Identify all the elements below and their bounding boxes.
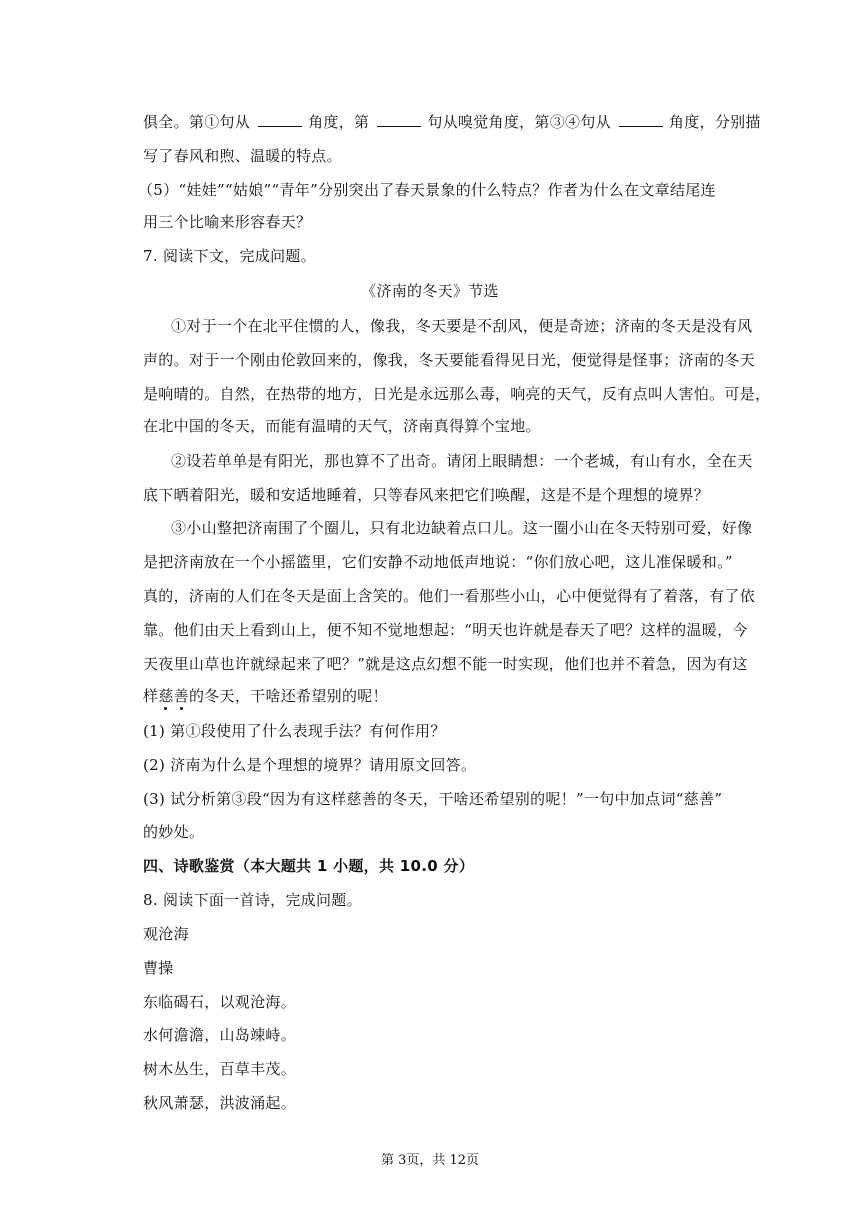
passage-title: 《济南的冬天》节选: [361, 282, 499, 300]
paragraph-1-line: 声的。对于一个刚由伦敦回来的，像我，冬天要能看得见日光，便觉得是怪事；济南的冬天: [143, 351, 756, 369]
question-5-line-2: 用三个比喻来形容春天？: [143, 213, 312, 231]
question-5-line-1: （5）“娃娃”“姑娘”“青年”分别突出了春天景象的什么特点？作者为什么在文章结尾连: [138, 181, 716, 199]
paragraph-3-line: ③小山整把济南围了个圈儿，只有北边缺着点口儿。这一圈小山在冬天特别可爱，好像: [171, 519, 753, 537]
sub-question-3-line-1: (3) 试分析第③段“因为有这样慈善的冬天，干啥还希望别的呢！”一句中加点词“慈善”: [143, 790, 723, 808]
paragraph-2-line: 底下晒着阳光，暖和安适地睡着，只等春风来把它们唤醒，这是不是个理想的境界？: [143, 486, 710, 504]
poem-title: 观沧海: [143, 925, 189, 943]
answer-blank: [258, 112, 302, 127]
continuation-line-1: [143, 112, 761, 132]
paragraph-1-line: 在北中国的冬天，而能有温晴的天气，济南真得算个宝地。: [143, 417, 541, 435]
text-segment: 俱全。第①句从: [143, 113, 251, 131]
text-segment: 样: [143, 687, 159, 705]
text-segment: 的冬天，干啥还希望别的呢！: [188, 687, 388, 705]
paragraph-1-line: 是响晴的。自然，在热带的地方，日光是永远那么毒，响亮的天气，反有点叫人害怕。可是，: [143, 385, 771, 403]
answer-blank: [377, 112, 421, 127]
answer-blank: [619, 112, 663, 127]
paragraph-3-line: 真的，济南的人们在冬天是面上含笑的。他们一看那些小山，心中便觉得有了着落，有了依: [143, 587, 756, 605]
sub-question-1: (1) 第①段使用了什么表现手法？有何作用？: [143, 722, 446, 740]
page-footer: 第 3页，共 12页: [380, 1153, 480, 1168]
poem-line: 水何澹澹，山岛竦峙。: [143, 1026, 297, 1044]
paragraph-3-line: 天夜里山草也许就绿起来了吧？”就是这点幻想不能一时实现，他们也并不着急，因为有这: [143, 655, 748, 673]
emphasis-char: 善: [173, 687, 189, 705]
text-segment: 句从嗅觉角度，第③④句从: [427, 113, 611, 131]
sub-question-2: (2) 济南为什么是个理想的境界？请用原文回答。: [143, 756, 477, 774]
emphasis-char: 慈: [158, 687, 174, 705]
continuation-line-2: 写了春风和煦、温暖的特点。: [143, 147, 342, 165]
poem-line: 树木丛生，百草丰茂。: [143, 1060, 297, 1078]
question-8-prompt: 8. 阅读下面一首诗，完成问题。: [143, 891, 362, 909]
paragraph-2-line: ②设若单单是有阳光，那也算不了出奇。请闭上眼睛想：一个老城，有山有水，全在天: [171, 452, 753, 470]
paragraph-1-line: ①对于一个在北平住惯的人，像我，冬天要是不刮风，便是奇迹；济南的冬天是没有风: [171, 317, 753, 335]
paragraph-3-line: 是把济南放在一个小摇篮里，它们安静不动地低声地说：“你们放心吧，这儿准保暖和。”: [143, 553, 733, 571]
sub-question-3-line-2: 的妙处。: [143, 823, 205, 841]
poem-line: 东临碣石，以观沧海。: [143, 993, 297, 1011]
paragraph-3-last-line: [143, 686, 743, 706]
text-segment: 角度，第: [308, 113, 370, 131]
poem-line: 秋风萧瑟，洪波涌起。: [143, 1094, 297, 1112]
poem-author: 曹操: [143, 959, 174, 977]
paragraph-3-line: 靠。他们由天上看到山上，便不知不觉地想起：“明天也许就是春天了吧？这样的温暖，今: [143, 621, 748, 639]
section-heading: 四、诗歌鉴赏（本大题共 1 小题，共 10.0 分）: [143, 857, 475, 875]
text-segment: 角度，分别描: [668, 113, 761, 131]
question-7-prompt: 7. 阅读下文，完成问题。: [143, 247, 316, 265]
